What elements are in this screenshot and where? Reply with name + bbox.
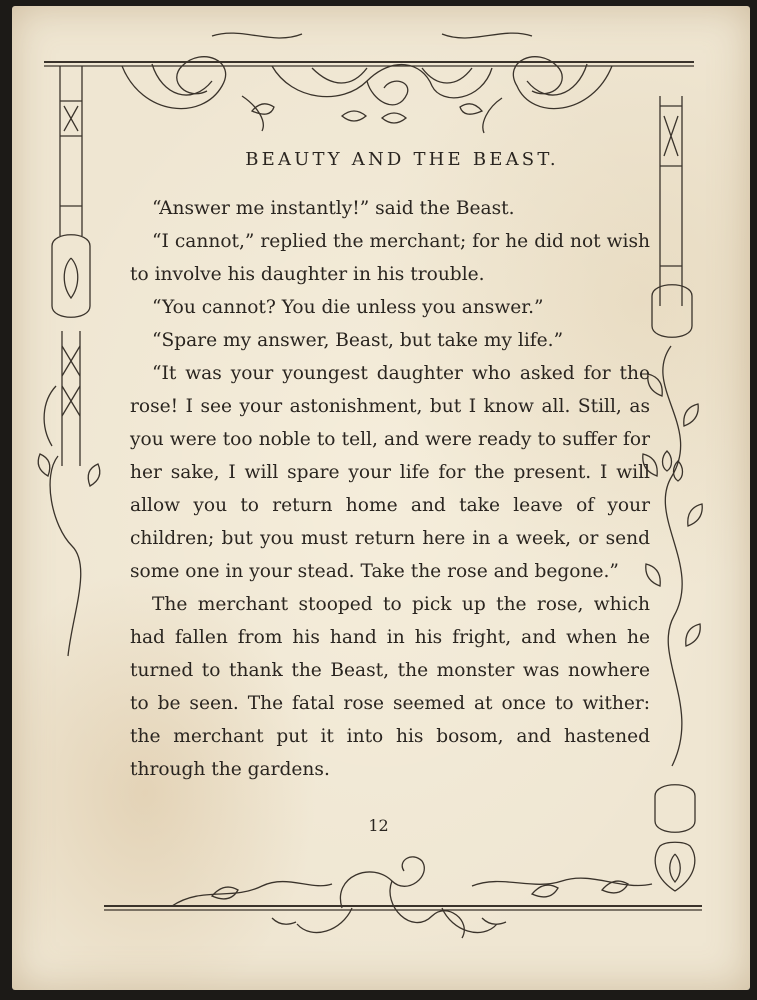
page-number: 12 <box>368 816 389 835</box>
bottom-ornament <box>104 857 702 938</box>
book-page <box>12 6 750 990</box>
paragraph: “You cannot? You die unless you answer.” <box>152 297 544 318</box>
left-ornament <box>38 66 100 656</box>
running-title: BEAUTY AND THE BEAST. <box>245 149 559 170</box>
top-ornament <box>44 33 694 133</box>
right-ornament <box>643 96 702 891</box>
story-text <box>130 192 650 786</box>
paragraph: “Spare my answer, Beast, but take my life.” <box>152 330 564 351</box>
paragraph: The merchant stooped to pick up the rose, which had fallen from his hand in his fright, and when he turned to thank the Beast, the monster was nowhere to be seen. The fatal rose seemed at once to wither: the merchant put it into his bosom, and hastened through the gardens. <box>130 594 650 780</box>
paragraph: “I cannot,” replied the merchant; for he did not wish to involve his daughter in his trouble. <box>130 231 650 285</box>
paragraph: “Answer me instantly!” said the Beast. <box>152 198 515 219</box>
paragraph: “It was your youngest daughter who asked for the rose! I see your astonishment, but I know all. Still, as you were too noble to tell, and were ready to suffer for her sake, I will spare your life for the present. I will allow you to return home and take leave of your children; but you must return here in a week, or send some one in your stead. Take the rose and begone.” <box>130 363 650 582</box>
